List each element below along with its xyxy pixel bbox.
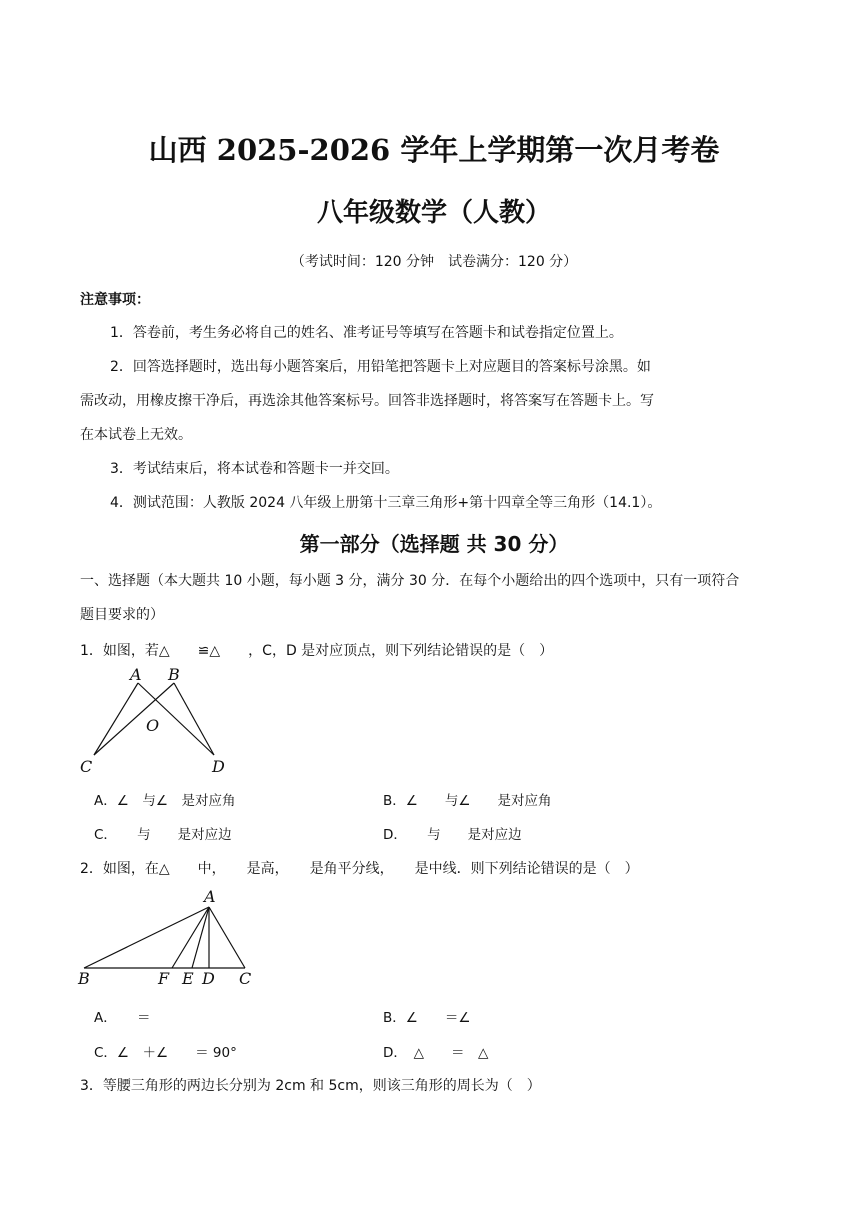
section-intro: 一、选择题（本大题共 10 小题，每小题 3 分，满分 30 分．在每个小题给出的四个选项中，只有一项符合	[80, 573, 740, 589]
question-1-option-a: A．∠ 与∠ 是对应角	[94, 793, 236, 809]
question-1-option-c: C． 与 是对应边	[94, 827, 232, 843]
section-intro-cont: 题目要求的）	[80, 607, 164, 623]
label-e: E	[182, 969, 194, 988]
question-1-figure	[74, 664, 244, 779]
exam-info: （考试时间：120 分钟 试卷满分：120 分）	[290, 254, 578, 270]
question-2-figure	[74, 884, 264, 994]
label-a: A	[204, 887, 216, 906]
notice-item-2: 2．回答选择题时，选出每小题答案后，用铅笔把答题卡上对应题目的答案标号涂黑。如	[110, 359, 651, 375]
label-d: D	[202, 969, 215, 988]
question-2-option-c: C．∠ ＋∠ ＝ 90°	[94, 1045, 237, 1061]
notice-heading: 注意事项：	[80, 292, 150, 308]
label-b: B	[78, 969, 90, 988]
question-2-stem: 2．如图，在△ 中， 是高， 是角平分线， 是中线．则下列结论错误的是（ ）	[80, 861, 639, 877]
notice-item-2-cont: 需改动，用橡皮擦干净后，再选涂其他答案标号。回答非选择题时，将答案写在答题卡上。写	[80, 393, 654, 409]
label-c: C	[239, 969, 252, 988]
line-bc	[94, 683, 174, 755]
line-ca	[94, 683, 138, 755]
line-ac	[209, 907, 245, 968]
question-1-option-d: D． 与 是对应边	[383, 827, 522, 843]
label-d: D	[212, 757, 225, 776]
exam-title: 山西 2025-2026 学年上学期第一次月考卷	[148, 133, 720, 167]
question-2-option-a: A． ＝	[94, 1010, 151, 1026]
notice-item-2-end: 在本试卷上无效。	[80, 427, 192, 443]
label-o: O	[146, 716, 160, 735]
notice-item-1: 1．答卷前，考生务必将自己的姓名、准考证号等填写在答题卡和试卷指定位置上。	[110, 325, 623, 341]
label-a: A	[130, 665, 142, 684]
question-3-stem: 3．等腰三角形的两边长分别为 2cm 和 5cm，则该三角形的周长为（ ）	[80, 1078, 541, 1094]
label-b: B	[168, 665, 180, 684]
question-2-option-b: B．∠ ＝∠	[383, 1010, 471, 1026]
label-c: C	[80, 757, 93, 776]
question-1-option-b: B．∠ 与∠ 是对应角	[383, 793, 552, 809]
question-1-stem: 1．如图，若△ ≌△ ，C，D 是对应顶点，则下列结论错误的是（ ）	[80, 643, 554, 659]
question-2-option-d: D． △ ＝ △	[383, 1045, 489, 1061]
line-bd	[174, 683, 214, 755]
exam-subject: 八年级数学（人教）	[316, 198, 551, 228]
label-f: F	[158, 969, 170, 988]
notice-item-3: 3．考试结束后，将本试卷和答题卡一并交回。	[110, 461, 399, 477]
line-ae	[192, 907, 209, 968]
part-one-title: 第一部分（选择题 共 30 分）	[299, 532, 569, 556]
notice-item-4: 4．测试范围：人教版 2024 八年级上册第十三章三角形+第十四章全等三角形（14.1）。	[110, 495, 662, 511]
